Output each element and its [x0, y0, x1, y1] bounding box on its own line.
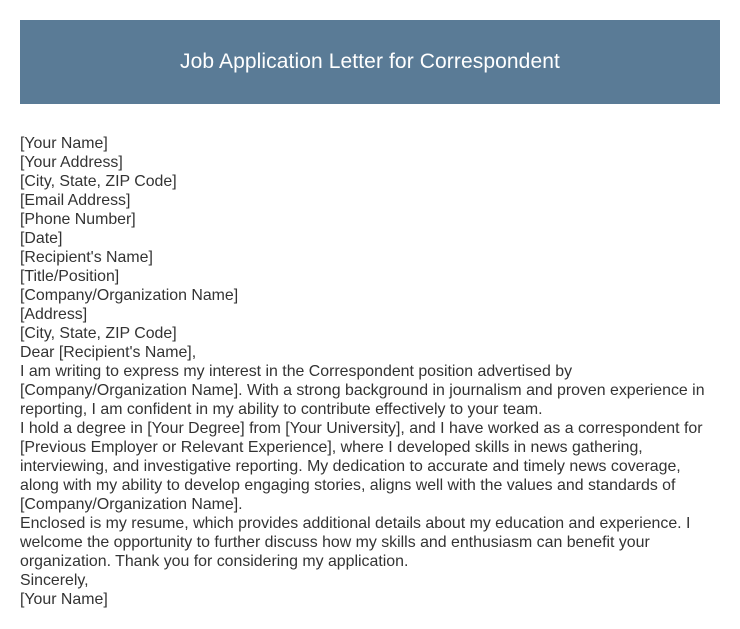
paragraph-line: [Company/Organization Name]. [20, 496, 243, 513]
signature: [Your Name] [20, 591, 108, 608]
page-title: Job Application Letter for Correspondent [180, 50, 560, 73]
paragraph-line: organization. Thank you for considering my application. [20, 553, 409, 570]
sender-phone: [Phone Number] [20, 211, 136, 228]
paragraph-line: welcome the opportunity to further discuss how my skills and enthusiasm can benefit your [20, 534, 650, 551]
recipient-city-state-zip: [City, State, ZIP Code] [20, 325, 177, 342]
paragraph-line: I hold a degree in [Your Degree] from [Your University], and I have worked as a correspondent for [20, 420, 703, 437]
recipient-block [20, 248, 722, 343]
paragraph-line: along with my ability to develop engaging stories, aligns well with the values and standards of [20, 477, 676, 494]
recipient-company: [Company/Organization Name] [20, 287, 239, 304]
sender-name: [Your Name] [20, 135, 108, 152]
letter-body [20, 134, 722, 609]
salutation: Dear [Recipient's Name], [20, 344, 197, 361]
paragraph-intro [20, 362, 722, 419]
header-banner [20, 20, 720, 104]
paragraph-closing [20, 514, 722, 571]
sender-email: [Email Address] [20, 192, 131, 209]
recipient-title: [Title/Position] [20, 268, 120, 285]
paragraph-experience [20, 419, 722, 514]
paragraph-line: I am writing to express my interest in the Correspondent position advertised by [20, 363, 573, 380]
paragraph-line: [Company/Organization Name]. With a strong background in journalism and proven experience in [20, 382, 705, 399]
letter-date: [Date] [20, 230, 63, 247]
paragraph-line: [Previous Employer or Relevant Experience], where I developed skills in news gathering, [20, 439, 643, 456]
recipient-address: [Address] [20, 306, 88, 323]
closing: Sincerely, [20, 572, 89, 589]
sender-address: [Your Address] [20, 154, 123, 171]
paragraph-line: Enclosed is my resume, which provides additional details about my education and experience. I [20, 515, 691, 532]
recipient-name: [Recipient's Name] [20, 249, 153, 266]
sender-city-state-zip: [City, State, ZIP Code] [20, 173, 177, 190]
paragraph-line: reporting, I am confident in my ability to contribute effectively to your team. [20, 401, 543, 418]
paragraph-line: interviewing, and investigative reporting. My dedication to accurate and timely news coverage, [20, 458, 681, 475]
sender-block [20, 134, 722, 248]
